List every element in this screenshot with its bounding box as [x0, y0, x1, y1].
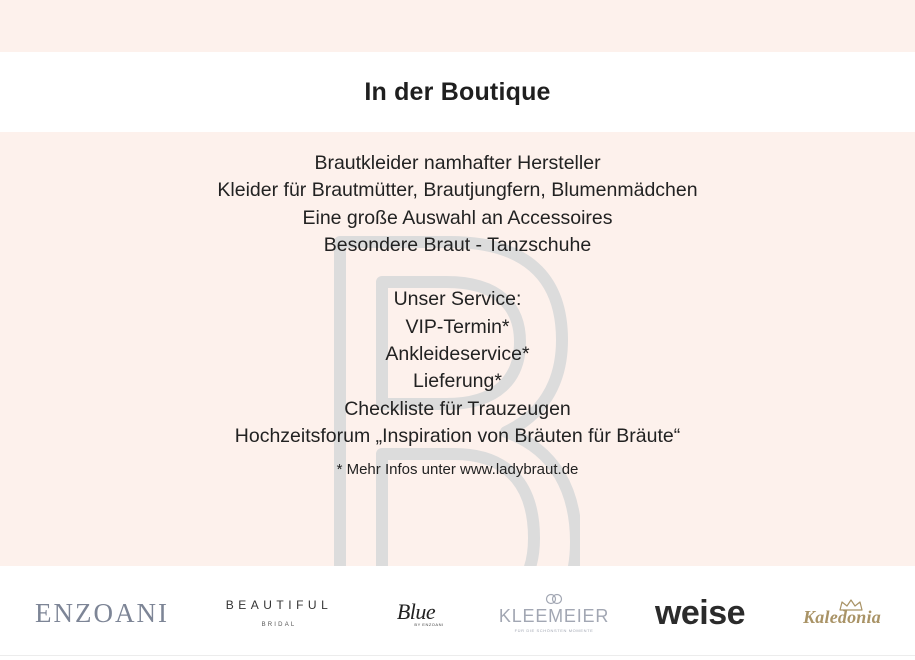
- page-title: In der Boutique: [364, 77, 551, 106]
- spacer: [0, 259, 915, 286]
- kleemeier-wordmark: KLEEMEIER: [498, 606, 610, 626]
- footnote: * Mehr Infos unter www.ladybraut.de: [336, 461, 579, 479]
- brand-logo-strip: [0, 566, 915, 660]
- blue-by-enzoani-logo[interactable]: [380, 566, 452, 660]
- divider: [0, 655, 915, 656]
- enzoani-wordmark: ENZOANI: [35, 597, 169, 628]
- content-panel: [0, 132, 915, 566]
- title-band: [0, 52, 915, 132]
- beautiful-subline: BRIDAL: [261, 622, 297, 628]
- beautiful-bridal-logo[interactable]: [208, 566, 350, 660]
- service-item: Ankleideservice*: [385, 343, 530, 366]
- weise-wordmark: weise: [654, 593, 746, 632]
- offer-line: Brautkleider namhafter Hersteller: [314, 152, 601, 174]
- weise-logo[interactable]: [646, 566, 754, 660]
- service-heading: Unser Service:: [393, 288, 522, 311]
- offer-line: Besondere Braut - Tanzschuhe: [323, 233, 592, 256]
- kleemeier-logo[interactable]: [498, 566, 610, 660]
- boutique-text: [0, 150, 915, 480]
- service-item: Lieferung*: [413, 370, 502, 393]
- kaledonia-wordmark: Kaledonia: [803, 606, 881, 627]
- beautiful-wordmark: BEAUTIFUL: [225, 598, 333, 612]
- service-item: Checkliste für Trauzeugen: [344, 397, 571, 420]
- kleemeier-tagline: FÜR DIE SCHÖNSTEN MOMENTE: [514, 628, 594, 633]
- blue-subline: BY ENZOANI: [414, 622, 444, 627]
- enzoani-logo[interactable]: [35, 566, 169, 660]
- service-item: Hochzeitsforum „Inspiration von Bräuten für Bräute“: [234, 424, 681, 447]
- blue-wordmark: Blue: [396, 599, 436, 624]
- service-item: VIP-Termin*: [405, 315, 510, 338]
- offer-line: Kleider für Brautmütter, Brautjungfern, Blumenmädchen: [217, 179, 698, 202]
- top-band: [0, 0, 915, 52]
- offer-line: Eine große Auswahl an Accessoires: [302, 206, 613, 229]
- kaledonia-logo[interactable]: [794, 566, 890, 660]
- wedding-rings-icon: [543, 593, 565, 605]
